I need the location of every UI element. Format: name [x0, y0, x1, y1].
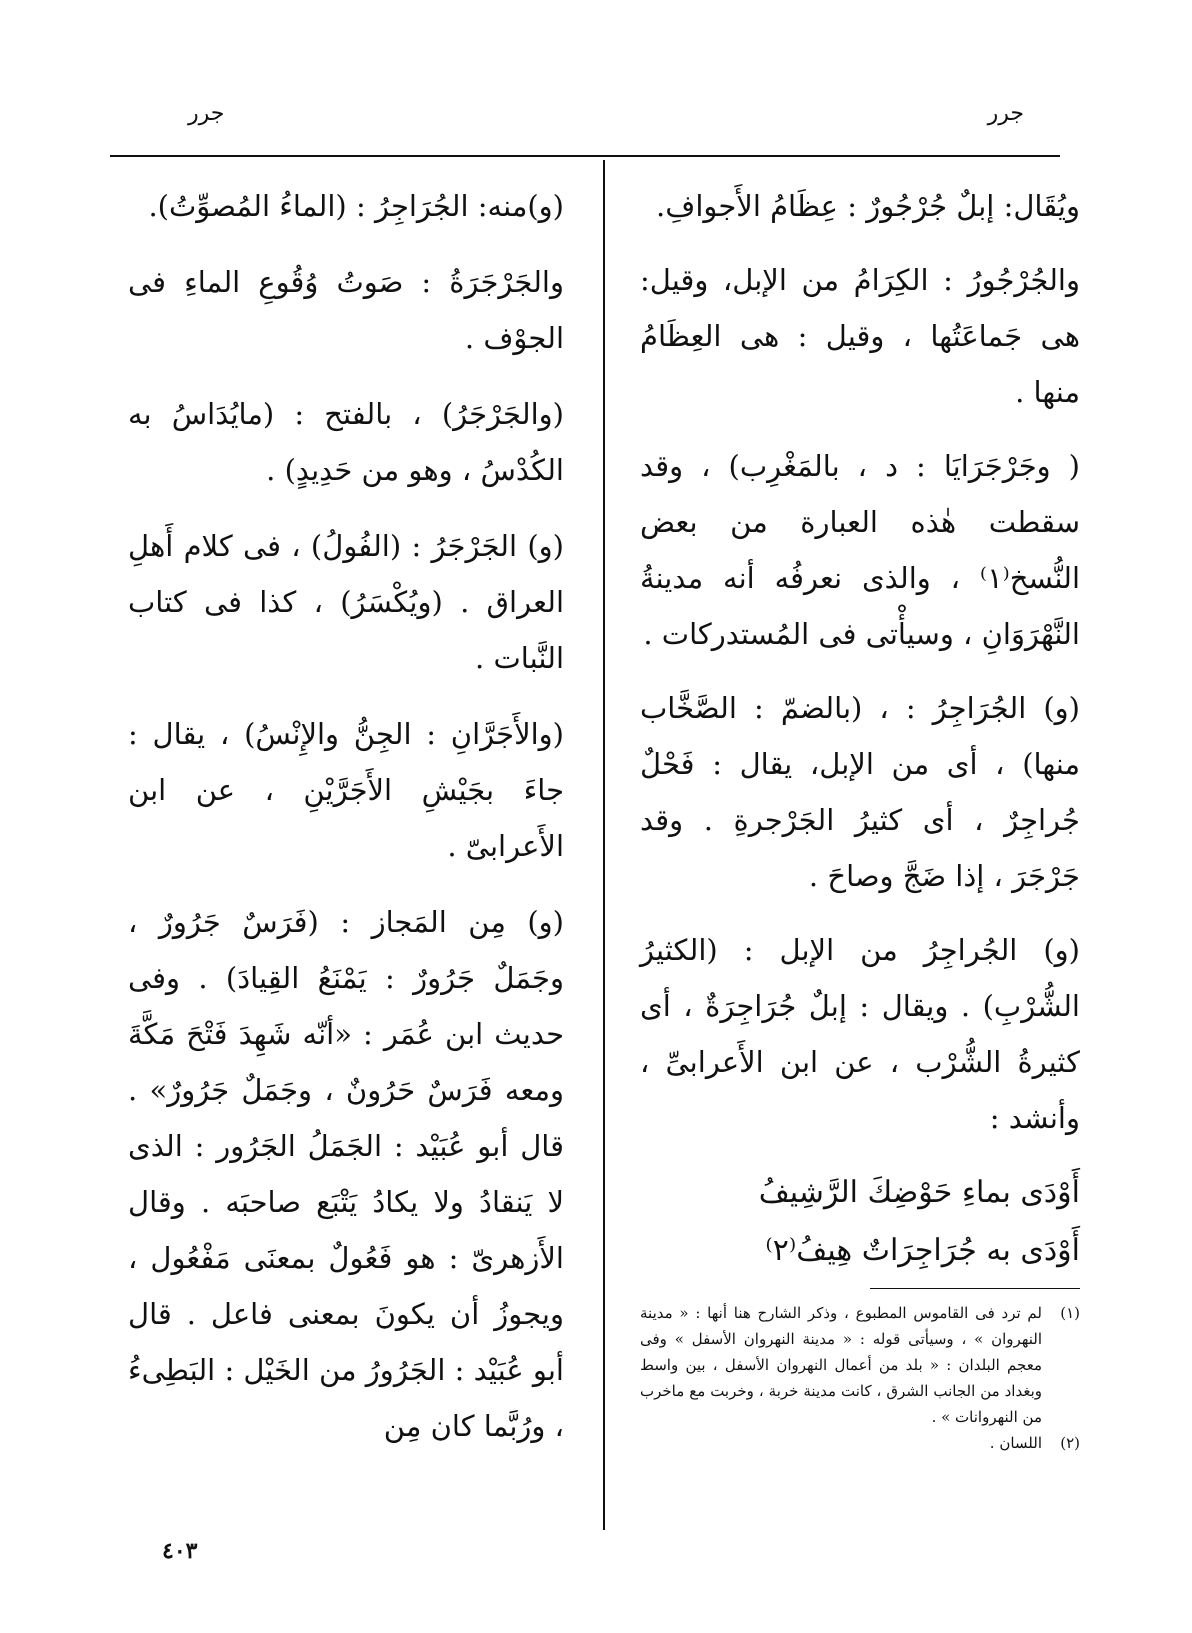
- paragraph: (و) الجُراجِرُ من الإبل : (الكثيرُ الشُّرْبِ) . ويقال : إبلٌ جُرَاجِرَةٌ ، أى كثيرةُ الشُّرْب ، عن ابن الأَعرابىِّ ، وأنشد :: [640, 933, 1080, 1135]
- paragraph: (والجَرْجَرُ) ، بالفتح : (مايُدَاسُ به الكُدْسُ ، وهو من حَدِيدٍ) .: [128, 397, 564, 487]
- footnote-text: لم ترد فى القاموس المطبوع ، وذكر الشارح هنا أنها : « مدينة النهروان » ، وسيأتى قوله : « مدينة النهروان الأسفل » وفى معجم البلدان : « بلد من أعمال النهروان الأسفل ، بين واسط وبغداد من الجانب الشرق ، كانت مدينة خربة ، وخربت مع ماخرب من النهروانات » .: [640, 1304, 1042, 1426]
- paragraph: (و) الجَرْجَرُ : (الفُولُ) ، فى كلام أَهلِ العراق . (ويُكْسَرُ) ، كذا فى كتاب النَّبات .: [128, 529, 564, 675]
- paragraph: والجُرْجُورُ : الكِرَامُ من الإبل، وقيل: هى جَماعَتُها ، وقيل : هى العِظَامُ منها .: [640, 263, 1080, 409]
- footnote-text: اللسان .: [989, 1434, 1042, 1452]
- paragraph: ويُقَال: إبلٌ جُرْجُورٌ : عِظَامُ الأَجوافِ.: [656, 189, 1080, 223]
- footnote: [640, 1430, 1080, 1456]
- footnote-rule: [870, 1288, 1080, 1289]
- running-header-right: جرر: [987, 101, 1024, 126]
- verse-line: أَوْدَى به جُرَاجِرَاتٌ هِيفُ⁽٢⁾: [765, 1233, 1080, 1268]
- column-divider: [603, 160, 605, 1530]
- paragraph: (والأَجَرَّانِ : الجِنُّ والإِنْسُ) ، يقال : جاءَ بجَيْشِ الأَجَرَّيْنِ ، عن ابن الأَعرابىّ .: [128, 717, 564, 863]
- page-number: ٤٠٣: [162, 1538, 198, 1564]
- paragraph: ( وجَرْجَرَايَا : د ، بالمَغْرِب) ، وقد سقطت هٰذه العبارة من بعض النُّسخ⁽١⁾ ، والذى نعرفُه أنه مدينةُ النَّهْرَوَانِ ، وسيأْتى فى المُستدركات .: [640, 449, 1080, 651]
- footnotes: [640, 1300, 1080, 1456]
- paragraph: (و) الجُرَاجِرُ : ، (بالضمّ : الصَّخَّاب منها) ، أى من الإبل، يقال : فَحْلٌ جُراجِرٌ ، أى كثيرُ الجَرْجرةِ . وقد جَرْجَرَ ، إذا ضَجَّ وصاحَ .: [640, 691, 1080, 893]
- poetry-verse: [640, 1164, 1080, 1280]
- footnote-number: (١): [1060, 1304, 1080, 1322]
- running-header-left: جرر: [188, 101, 225, 126]
- paragraph: والجَرْجَرَةُ : صَوتُ وُقُوعِ الماءِ فى الجوْف .: [128, 265, 564, 355]
- footnote-number: (٢): [1060, 1434, 1080, 1452]
- paragraph: (و) مِن المَجاز : (فَرَسٌ جَرُورٌ ، وجَمَلٌ جَرُورٌ : يَمْنَعُ القِيادَ) . وفى حديث ابن عُمَر : «أنّه شَهِدَ فَتْحَ مَكَّةَ ومعه فَرَسٌ حَرُونٌ ، وجَمَلٌ جَرُورٌ» . قال أبو عُبَيْد : الجَمَلُ الجَرُور : الذى لا يَنقادُ ولا يكادُ يَتْبَع صاحبَه . وقال الأَزهرىّ : هو فَعُولٌ بمعنَى مَفْعُول ، ويجوزُ أن يكونَ بمعنى فاعل . قال أبو عُبَيْد : الجَرُورُ من الخَيْل : البَطِىءُ ، ورُبَّما كان مِن: [127, 905, 564, 1443]
- header-rule: [110, 155, 1060, 157]
- left-column: [128, 178, 564, 1474]
- footnote: [640, 1300, 1080, 1430]
- right-column: [640, 178, 1080, 1280]
- verse-line: أَوْدَى بماءِ حَوْضِكَ الرَّشِيفُ: [758, 1175, 1080, 1210]
- paragraph: (و)منه: الجُرَاجِرُ : (الماءُ المُصوِّتُ).: [148, 189, 564, 223]
